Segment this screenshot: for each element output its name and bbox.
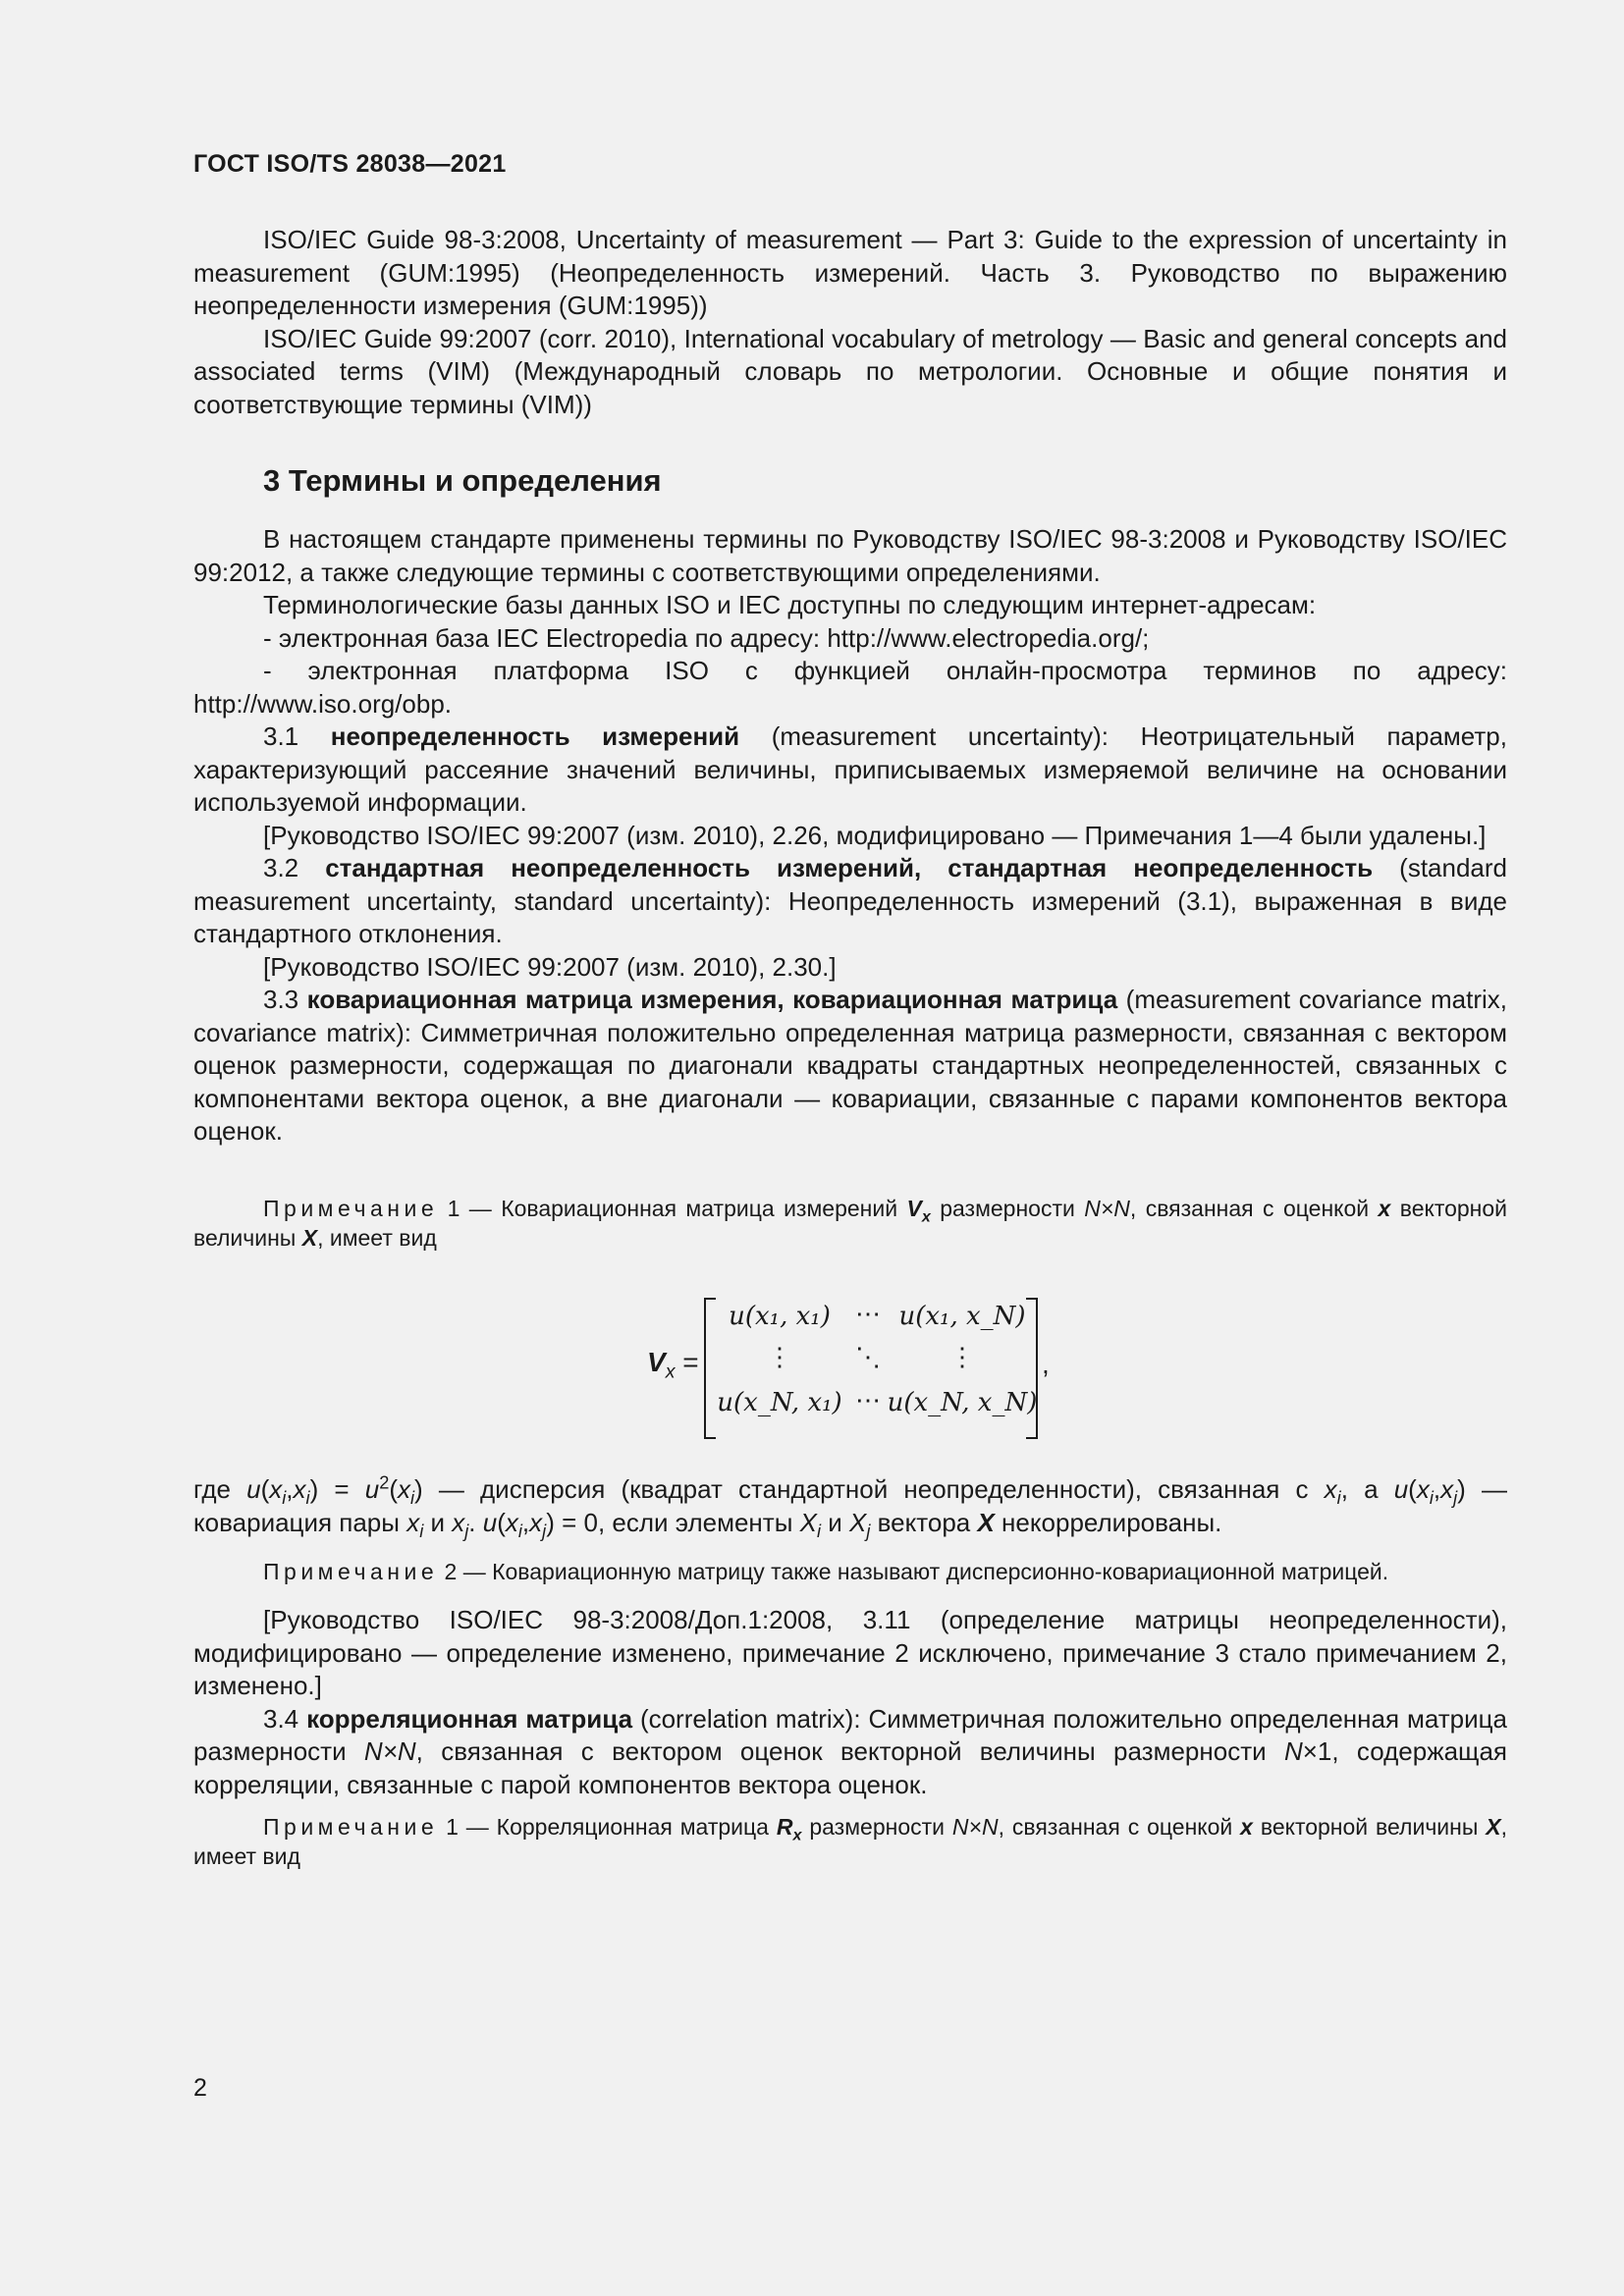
term-definition: , связанная с вектором оценок векторной величины размерности [415, 1736, 1284, 1766]
note-number: 2 [444, 1559, 458, 1584]
terminology-db-intro: Терминологические базы данных ISO и IEC доступны по следующим интернет-адресам: [263, 590, 1317, 619]
formula-explanation: где $u(x_i,x_i) = u^2(x_i)$ — дисперсия (квадрат стандартной неопределенности), связанная с $x_i$, а $u(x_i,x_j)$ — ковариация пары $x_i$ и $x_j$. $u(x_i,x_j) = 0$, если элементы $X_i$ и $X_j$ вектора X некоррелированы. [193, 1472, 1507, 1541]
formula-lhs [647, 1347, 699, 1383]
explanation-text: . [468, 1507, 483, 1537]
term-title: стандартная неопределенность измерений, стандартная неопределенность [325, 853, 1374, 882]
term-title: неопределенность измерений [330, 721, 740, 751]
term-3-3-note-2 [193, 1557, 1507, 1586]
symbol-v-subscript: x [665, 1361, 676, 1383]
note-text: — Ковариационная матрица измерений [460, 1196, 907, 1221]
term-3-2-source: [Руководство ISO/IEC 99:2007 (изм. 2010), 2.30.] [263, 951, 837, 982]
term-number: 3.1 [263, 721, 299, 751]
symbol-v-subscript: x [921, 1207, 931, 1226]
symbol-X: X [1486, 1814, 1501, 1840]
normative-references [193, 224, 1507, 421]
explanation-text: и [423, 1507, 453, 1537]
explanation-text: = 0, если элементы [554, 1507, 800, 1537]
term-3-3-note-1 [193, 1194, 1507, 1253]
term-3-1-source: [Руководство ISO/IEC 99:2007 (изм. 2010), 2.26, модифицировано — Примечания 1—4 были удалены.] [263, 820, 1487, 850]
section-intro: В настоящем стандарте применены термины по Руководству ISO/IEC 98-3:2008 и Руководству ISO/IEC 99:2012, а также следующие термины с соответствующими определениями. [193, 524, 1507, 587]
symbol-r: R [776, 1814, 793, 1840]
matrix-ddots: ⋱ [855, 1343, 881, 1372]
reference-guide-98: ISO/IEC Guide 98-3:2008, Uncertainty of measurement — Part 3: Guide to the expression of uncertainty in measurement (GUM:1995) (Неопределенность измерений. Часть 3. Руководство по выражению неопределенности измерения (GUM:1995)) [193, 225, 1507, 320]
term-definition: (measurement covariance matrix, covariance matrix): Симметричная положительно определенная матрица размерности, связанная с вектором оценок размерности, содержащая по диагонали квадраты стандартных неопределенностей, связанных с компонентами вектора оценок, а вне диагонали — ковариации, связанные с парами компонентов вектора оценок. [193, 985, 1507, 1146]
note-text: векторной величины [1252, 1814, 1487, 1840]
term-3-4-note-1 [193, 1812, 1507, 1871]
note-text: , имеет вид [317, 1225, 437, 1251]
term-3-3-source: [Руководство ISO/IEC 98-3:2008/Доп.1:2008, 3.11 (определение матрицы неопределенности), модифицировано — определение изменено, примечание 2 исключено, примечание 3 стало примечанием 2, изменено.] [193, 1605, 1507, 1700]
equals-sign: = [682, 1347, 699, 1377]
term-definition: (standard measurement uncertainty, standard uncertainty): Неопределенность измерений (3.1), выраженная в виде стандартного отклонения. [193, 853, 1507, 948]
term-number: 3.2 [263, 853, 299, 882]
note-label: Примечание [263, 1814, 439, 1840]
dimension-nxn: N×N [951, 1814, 999, 1840]
note-text: , связанная с оценкой [1129, 1196, 1379, 1221]
note-text: векторной величины [193, 1196, 1508, 1251]
covariance-matrix-formula [643, 1294, 1056, 1441]
left-bracket [704, 1298, 716, 1439]
note-label: Примечание [263, 1559, 439, 1584]
explanation-text: — ковариация пары [193, 1474, 1507, 1537]
terminology-db-item-iec: - электронная база IEC Electropedia по адресу: http://www.electropedia.org/; [263, 622, 1150, 653]
term-3-3 [193, 984, 1507, 1148]
explanation-text: некоррелированы. [994, 1507, 1222, 1537]
explanation-text: — дисперсия (квадрат стандартной неопределенности), связанная с [422, 1474, 1325, 1504]
note-text: — Ковариационную матрицу также называют дисперсионно-ковариационной матрицей. [457, 1559, 1389, 1584]
symbol-v: V [906, 1196, 922, 1221]
dimension-n: N [1283, 1736, 1303, 1766]
symbol-v: V [647, 1347, 666, 1377]
note-label: Примечание [263, 1196, 439, 1221]
term-title: корреляционная матрица [306, 1703, 633, 1734]
matrix-vdots-left: ⋮ [767, 1343, 792, 1372]
note-text: размерности [930, 1196, 1085, 1221]
matrix [704, 1294, 1038, 1441]
term-definition: (measurement uncertainty): Неотрицательный параметр, характеризующий рассеяние значений величины, приписываемых измеряемой величине на основании используемой информации. [193, 721, 1507, 817]
matrix-vdots-right: ⋮ [949, 1343, 975, 1372]
explanation-text: и [821, 1507, 849, 1537]
note-text: — Корреляционная матрица [458, 1814, 777, 1840]
term-number: 3.3 [263, 985, 299, 1014]
document-header: ГОСТ ISO/TS 28038—2021 [193, 150, 507, 178]
reference-guide-99: ISO/IEC Guide 99:2007 (corr. 2010), International vocabulary of metrology — Basic and general concepts and associated terms (VIM) (Международный словарь по метрологии. Основные и общие понятия и соответствующие термины (VIM)) [193, 323, 1507, 419]
terminology-db-item-iso: - электронная платформа ISO с функцией онлайн-просмотра терминов по адресу: http://www.iso.org/obp. [193, 656, 1507, 719]
term-3-1 [193, 721, 1507, 820]
explanation-text: , а [1340, 1474, 1394, 1504]
term-definition: ×1, содержащая корреляции, связанные с парой компонентов вектора оценок. [193, 1736, 1507, 1799]
explanation-text: вектора [870, 1507, 978, 1537]
section-heading: 3 Термины и определения [263, 463, 662, 498]
note-number: 1 [446, 1814, 459, 1840]
note-number: 1 [447, 1196, 460, 1221]
matrix-cell-1-n: u(x₁, x_N) [898, 1302, 1026, 1331]
term-definition: (correlation matrix): Симметричная положительно определенная матрица размерности [193, 1703, 1507, 1766]
formula-comma: , [1042, 1349, 1050, 1379]
right-bracket [1026, 1298, 1038, 1439]
term-title: ковариационная матрица измерения, ковариационная матрица [306, 985, 1118, 1014]
matrix-cell-n-1: u(x_N, x₁) [717, 1388, 842, 1417]
symbol-x: x [1240, 1814, 1253, 1840]
symbol-r-subscript: x [792, 1826, 802, 1844]
note-text: , связанная с оценкой [998, 1814, 1241, 1840]
note-text: размерности [801, 1814, 952, 1840]
page-number: 2 [193, 2074, 207, 2102]
dimension-nxn: N×N [363, 1736, 416, 1766]
matrix-cell-n-n: u(x_N, x_N) [887, 1388, 1038, 1417]
matrix-cell-1-1: u(x₁, x₁) [729, 1302, 831, 1331]
term-3-4 [193, 1703, 1507, 1802]
term-3-2 [193, 852, 1507, 951]
dimension-nxn: N×N [1084, 1196, 1130, 1221]
symbol-x: x [1378, 1196, 1391, 1221]
term-number: 3.4 [263, 1703, 299, 1734]
explanation-text: где [193, 1474, 247, 1504]
matrix-hdots-top: ⋯ [855, 1300, 881, 1329]
section-body [193, 523, 1507, 1148]
symbol-X: X [301, 1225, 318, 1251]
note-text: , имеет вид [193, 1814, 1508, 1869]
matrix-hdots-bottom: ⋯ [855, 1386, 881, 1415]
